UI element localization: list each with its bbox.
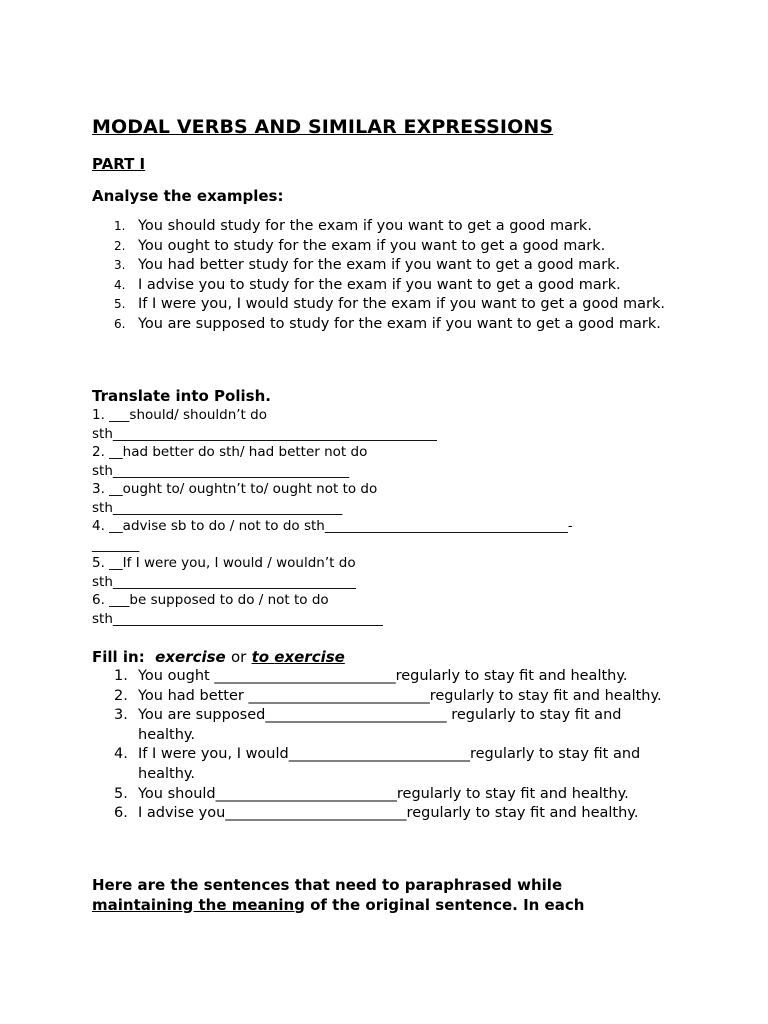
- translate-line: sth__________________________________: [92, 499, 343, 516]
- fill-in-word-exercise: exercise: [155, 648, 226, 666]
- translate-line: 5. __If I were you, I would / wouldn’t do: [92, 555, 356, 571]
- paraphrase-underlined: maintaining the meaning: [92, 895, 305, 914]
- translate-line: 1. ___should/ shouldn’t do: [92, 407, 267, 423]
- list-number: 1.: [114, 668, 128, 684]
- list-item: [0, 295, 768, 315]
- fill-in-heading: [92, 648, 345, 666]
- part-heading: PART I: [92, 155, 146, 173]
- list-item: [0, 804, 768, 824]
- example-text: You had better study for the exam if you want to get a good mark.: [138, 257, 621, 274]
- paraphrase-text-1: Here are the sentences that need to paraphrased while: [92, 876, 563, 894]
- list-number: 3.: [114, 258, 126, 273]
- translate-heading: Translate into Polish.: [92, 387, 271, 405]
- fill-in-sentence: You had better _________________________regularly to stay fit and healthy.: [138, 687, 662, 704]
- list-number: 2.: [114, 238, 126, 253]
- example-text: If I were you, I would study for the exam if you want to get a good mark.: [138, 296, 666, 313]
- translate-line: 6. ___be supposed to do / not to do: [92, 592, 329, 608]
- example-text: You are supposed to study for the exam if you want to get a good mark.: [138, 315, 661, 332]
- fill-in-list: [0, 667, 768, 824]
- list-item: [0, 745, 768, 784]
- translate-line: _______: [92, 536, 140, 553]
- list-number: 6.: [114, 316, 126, 331]
- list-item: [0, 315, 768, 335]
- list-number: 1.: [114, 219, 126, 233]
- translate-line: 4. __advise sb to do / not to do sth____________________________________-: [92, 518, 573, 534]
- translate-line: 2. __had better do sth/ had better not do: [92, 444, 368, 460]
- list-number: 2.: [114, 687, 128, 704]
- list-item: [0, 217, 768, 237]
- list-number: 4.: [114, 746, 128, 763]
- fill-in-sentence: If I were you, I would_________________________regularly to stay fit and healthy.: [138, 746, 641, 782]
- list-item: [0, 237, 768, 257]
- list-number: 4.: [114, 277, 126, 292]
- list-item: [0, 667, 768, 687]
- list-item: [0, 785, 768, 805]
- fill-in-sentence: I advise you_________________________regularly to stay fit and healthy.: [138, 805, 639, 822]
- example-text: I advise you to study for the exam if you want to get a good mark.: [138, 276, 621, 293]
- list-number: 5.: [114, 785, 128, 802]
- analyse-heading: Analyse the examples:: [92, 187, 284, 205]
- fill-in-sentence: You are supposed_________________________ regularly to stay fit and healthy.: [138, 707, 622, 743]
- fill-in-sentence: You ought _________________________regularly to stay fit and healthy.: [138, 668, 628, 684]
- paraphrase-instructions: [92, 876, 632, 915]
- list-number: 6.: [114, 805, 128, 822]
- list-item: [0, 687, 768, 707]
- list-item: [0, 256, 768, 276]
- page-title: MODAL VERBS AND SIMILAR EXPRESSIONS: [92, 116, 554, 138]
- list-number: 5.: [114, 297, 126, 312]
- translate-line: sth____________________________________: [92, 573, 356, 590]
- paraphrase-text-2: of the original sentence. In each: [304, 895, 585, 914]
- list-item: [0, 276, 768, 296]
- fill-in-sentence: You should_________________________regularly to stay fit and healthy.: [138, 785, 629, 802]
- translate-line: sth________________________________________: [92, 610, 383, 627]
- translate-line: sth________________________________________________: [92, 425, 437, 442]
- fill-in-word-to: to: [251, 648, 270, 666]
- fill-in-or: or: [230, 648, 247, 666]
- translate-line: 3. __ought to/ oughtn’t to/ ought not to do: [92, 481, 378, 497]
- list-item: [0, 706, 768, 745]
- translate-list: [92, 406, 692, 628]
- fill-in-word-exercise-2: exercise: [274, 648, 345, 666]
- example-text: You should study for the exam if you want to get a good mark.: [138, 218, 592, 234]
- translate-line: sth___________________________________: [92, 462, 350, 479]
- example-text: You ought to study for the exam if you want to get a good mark.: [138, 237, 606, 254]
- list-number: 3.: [114, 707, 128, 724]
- examples-list: [0, 217, 768, 335]
- fill-in-label: Fill in:: [92, 648, 145, 666]
